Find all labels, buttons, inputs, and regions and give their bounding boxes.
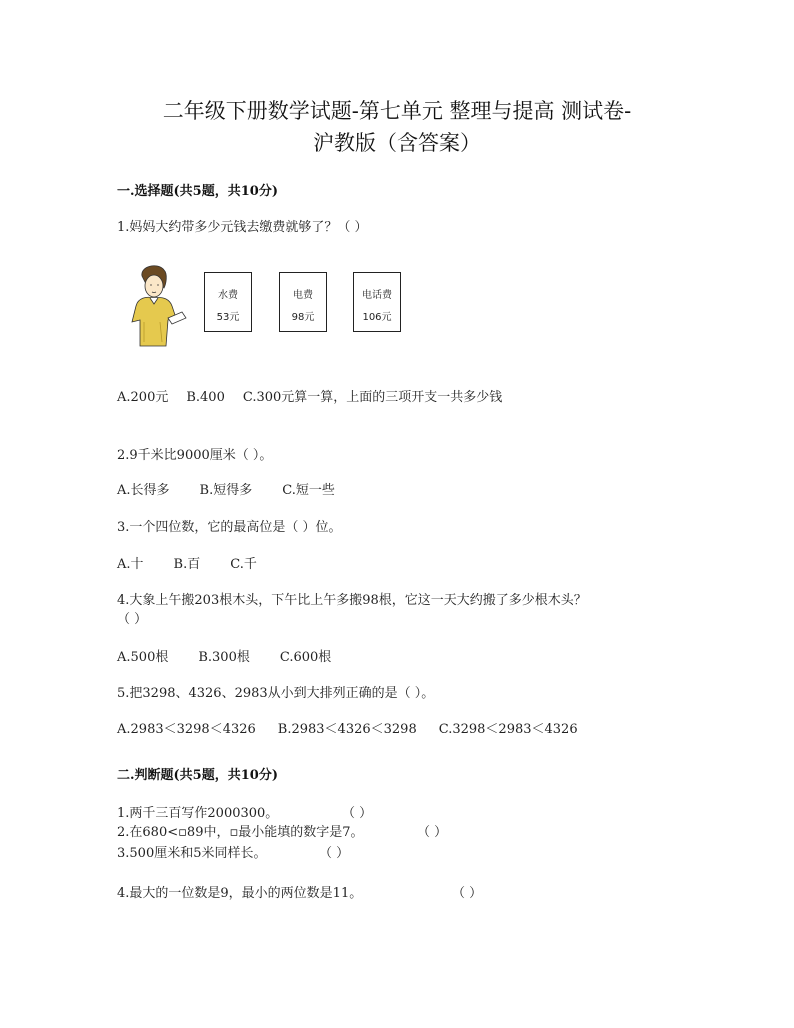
woman-illustration bbox=[120, 262, 190, 348]
q2-option-a: A.长得多 bbox=[117, 483, 170, 498]
judge-item-3-blank: （ ） bbox=[319, 846, 350, 861]
question-2-text: 2.9千米比9000厘米（ ）。 bbox=[117, 448, 273, 463]
section-1-heading: 一.选择题(共5题，共10分) bbox=[117, 184, 278, 199]
bill-phone-name: 电话费 bbox=[362, 290, 392, 301]
judge-item-3-text: 3.500厘米和5米同样长。 bbox=[117, 846, 267, 861]
q3-option-b: B.百 bbox=[173, 557, 201, 572]
q4-option-b: B.300根 bbox=[198, 650, 250, 665]
question-5-text: 5.把3298、4326、2983从小到大排列正确的是（ ）。 bbox=[117, 686, 435, 701]
q3-option-a: A.十 bbox=[117, 557, 144, 572]
q5-option-a: A.2983＜3298＜4326 bbox=[117, 722, 256, 737]
q4-option-a: A.500根 bbox=[117, 650, 169, 665]
question-1-text: 1.妈妈大约带多少元钱去缴费就够了？（ ） bbox=[117, 220, 368, 235]
q1-option-b: B.400 bbox=[186, 390, 225, 405]
bill-electric-amount: 98元 bbox=[291, 312, 315, 323]
section-2-heading: 二.判断题(共5题，共10分) bbox=[117, 768, 278, 783]
question-3-options bbox=[117, 556, 257, 574]
bill-electric-name: 电费 bbox=[293, 290, 313, 301]
judge-item-2-blank: （ ） bbox=[417, 825, 448, 840]
bill-water-amount: 53元 bbox=[216, 312, 240, 323]
question-3-text: 3.一个四位数，它的最高位是（ ）位。 bbox=[117, 520, 342, 535]
judge-item-1 bbox=[117, 805, 373, 823]
q5-option-c: C.3298＜2983＜4326 bbox=[438, 722, 578, 737]
q3-option-c: C.千 bbox=[230, 557, 257, 572]
title-line-1: 二年级下册数学试题-第七单元 整理与提高 测试卷- bbox=[162, 99, 632, 123]
q4-option-c: C.600根 bbox=[279, 650, 332, 665]
title-line-2: 沪教版（含答案） bbox=[313, 131, 481, 155]
judge-item-2 bbox=[117, 824, 448, 842]
question-4-text-continued: （ ） bbox=[117, 612, 148, 627]
question-2-options bbox=[117, 482, 335, 500]
bill-electric bbox=[279, 272, 327, 332]
bill-water-name: 水费 bbox=[218, 290, 238, 301]
question-5-options bbox=[117, 721, 578, 739]
judge-item-2-text: 2.在680<▫89中，▫最小能填的数字是7。 bbox=[117, 825, 364, 840]
q2-option-b: B.短得多 bbox=[199, 483, 253, 498]
question-4-text: 4.大象上午搬203根木头，下午比上午多搬98根，它这一天大约搬了多少根木头？ bbox=[117, 593, 587, 608]
judge-item-4-blank: （ ） bbox=[452, 886, 483, 901]
q1-option-c: C.300元算一算，上面的三项开支一共多少钱 bbox=[242, 390, 503, 405]
judge-item-4 bbox=[117, 885, 483, 903]
bill-water bbox=[204, 272, 252, 332]
bill-phone-amount: 106元 bbox=[362, 312, 392, 323]
q5-option-b: B.2983＜4326＜3298 bbox=[277, 722, 417, 737]
judge-item-1-blank: （ ） bbox=[342, 806, 373, 821]
judge-item-3 bbox=[117, 845, 350, 863]
question-1-options bbox=[117, 389, 502, 407]
judge-item-4-text: 4.最大的一位数是9，最小的两位数是11。 bbox=[117, 886, 363, 901]
judge-item-1-text: 1.两千三百写作2000300。 bbox=[117, 806, 279, 821]
q1-option-a: A.200元 bbox=[117, 390, 169, 405]
question-4-options bbox=[117, 649, 331, 667]
bill-phone bbox=[353, 272, 401, 332]
q2-option-c: C.短一些 bbox=[282, 483, 335, 498]
